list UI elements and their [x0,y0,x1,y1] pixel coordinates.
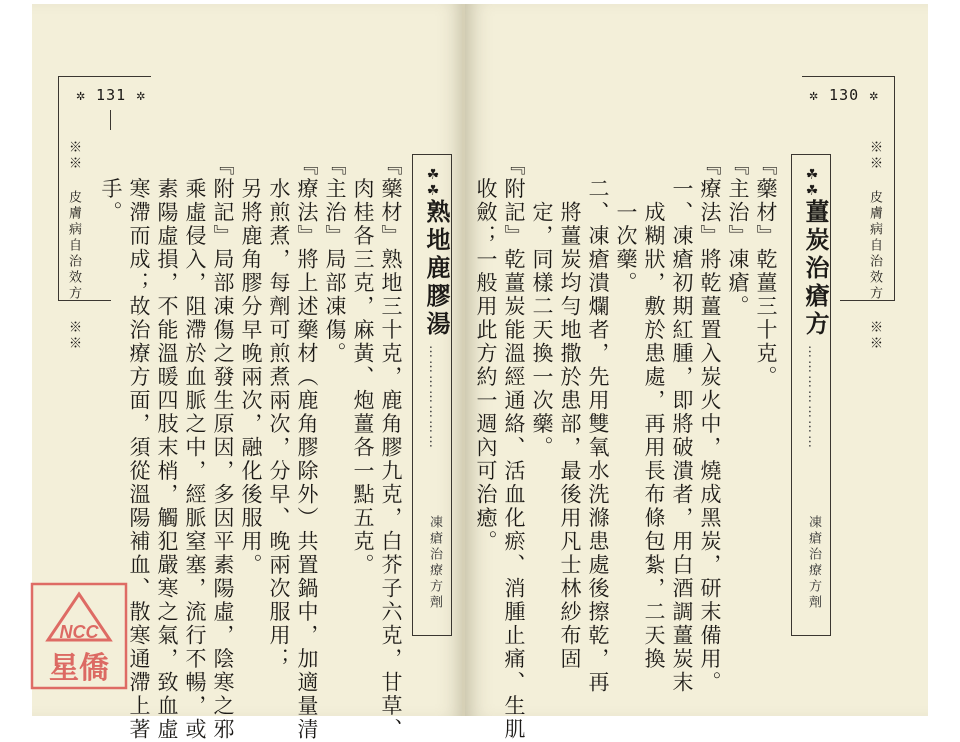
text-column: 手。 [99,154,123,225]
page-number: ✲ 130 ✲ [809,86,880,104]
text-column: 『藥材』乾薑三十克。 [754,154,778,389]
text-column: 『療法』將上述藥材（鹿角膠除外）共置鍋中，加適量清 [295,154,319,742]
book-spread [32,4,928,742]
text-column: 一、凍瘡初期紅腫，即將破潰者，用白酒調薑炭末 [670,154,694,695]
text-column: 素陽虛損，不能溫暖四肢末梢，觸犯嚴寒之氣，致血虛 [155,154,179,742]
text-column: 寒滯而成；故治療方面，須從溫陽補血、散寒通滯上著 [127,154,151,742]
svg-text:NCC: NCC [59,622,99,642]
text-column: 『附記』局部凍傷之發生原因，多因平素陽虛，陰寒之邪 [211,154,235,742]
svg-text:星僑: 星僑 [49,651,109,686]
text-column: 將薑炭均勻地撒於患部，最後用凡士林紗布固 [558,154,582,671]
text-column: 『主治』局部凍傷。 [323,154,347,366]
running-title: ※※ 皮膚病自治效方 ※※ [66,140,81,352]
right-page [465,4,928,742]
ornament-icon: ☘☘ [804,167,820,199]
text-column: 『療法』將乾薑置入炭火中，燒成黑炭，研末備用。 [698,154,722,695]
dotted-leader: ………………… [805,345,820,450]
text-column: 『藥材』熟地三十克，鹿角膠九克，白芥子六克，甘草、 [379,154,403,742]
ncc-stamp-logo [30,582,128,690]
text-column: 成糊狀，敷於患處，再用長布條包紮，二天換 [642,154,666,671]
text-column: 定，同樣二天換一次藥。 [530,154,554,460]
dotted-leader: ………………… [426,345,441,450]
recipe-title: 薑炭治瘡方 [801,199,830,339]
text-column: 『附記』乾薑炭能溫經通絡、活血化瘀、消腫止痛、生肌 [502,154,526,742]
recipe-title-box [412,154,452,636]
recipe-title-box [791,154,831,636]
ornament-icon: ☘☘ [425,167,441,199]
page-number: ✲ 131 ✲ [76,86,147,104]
recipe-subtitle: 凍瘡治療方劑 [427,515,442,611]
text-column: 水煎煮，每劑可煎煮兩次，分早、晚兩次服用； [267,154,291,671]
text-column: 乘虛侵入，阻滯於血脈之中，經脈窒塞，流行不暢，或 [183,154,207,742]
text-column: 二、凍瘡潰爛者，先用雙氧水洗滌患處後擦乾，再 [586,154,610,695]
text-column: 肉桂各三克，麻黃、炮薑各一點五克。 [351,154,375,577]
running-title: ※※ 皮膚病自治效方 ※※ [867,140,882,352]
text-column: 一次藥。 [614,154,638,295]
text-column: 另將鹿角膠分早晚兩次，融化後服用。 [239,154,263,577]
text-column: 『主治』凍瘡。 [726,154,750,319]
recipe-subtitle: 凍瘡治療方劑 [806,515,821,611]
page-corner-frame [110,110,111,130]
text-column: 收斂；一般用此方約一週內可治癒。 [474,154,498,554]
recipe-title: 熟地鹿膠湯 [422,199,451,339]
